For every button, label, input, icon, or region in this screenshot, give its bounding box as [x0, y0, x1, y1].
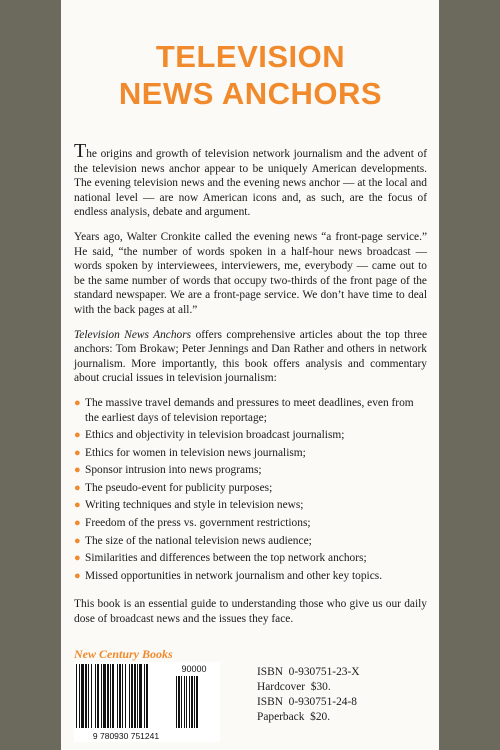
topic-item — [74, 428, 427, 443]
bullet-icon: ● — [74, 499, 81, 512]
topic-text: Ethics for women in television news journalism; — [85, 446, 306, 459]
topic-text: Missed opportunities in network journalism and other key topics. — [85, 569, 383, 582]
isbn-price-block — [257, 665, 360, 725]
barcode-addon-bar — [184, 676, 185, 728]
topic-item — [74, 498, 427, 513]
barcode-bar — [134, 664, 136, 728]
isbn-hardcover: ISBN 0-930751-23-X — [257, 666, 360, 678]
barcode-addon-bar — [196, 676, 198, 728]
price-hardcover: Hardcover $30. — [257, 681, 331, 693]
barcode-bar — [79, 664, 80, 728]
barcode-bar — [146, 664, 148, 728]
barcode-addon-bar — [178, 676, 180, 728]
barcode-addon-bar — [176, 676, 177, 728]
barcode — [74, 662, 220, 742]
barcode-bar — [122, 664, 123, 728]
topic-text: Writing techniques and style in television news; — [85, 499, 304, 512]
topic-text: Sponsor intrusion into news programs; — [85, 464, 262, 477]
barcode-addon-bar — [194, 676, 195, 728]
barcode-bar — [117, 664, 118, 728]
isbn-paperback: ISBN 0-930751-24-8 — [257, 696, 357, 708]
topic-text: The size of the national television news audience; — [85, 534, 312, 547]
barcode-bar — [112, 664, 114, 728]
title-line-2: NEWS ANCHORS — [118, 76, 383, 111]
barcode-bar — [129, 664, 130, 728]
barcode-bar — [139, 664, 142, 728]
back-cover — [61, 0, 439, 750]
topic-item — [74, 516, 427, 531]
topic-item — [74, 396, 427, 425]
topic-item — [74, 481, 427, 496]
barcode-bar — [131, 664, 133, 728]
bullet-icon: ● — [74, 534, 81, 547]
intro-text: he origins and growth of television network journalism and the advent of the television news anchor appear to be uniquely American developments. The evening television news and the evening news anchor — at the local and national level — are now American icons and, as such, are the focus of endless analysis, debate and argument. — [74, 148, 427, 219]
barcode-bar — [144, 664, 145, 728]
topic-text: Similarities and differences between the top network anchors; — [85, 552, 367, 565]
bullet-icon: ● — [74, 446, 81, 459]
intro-paragraph — [74, 140, 427, 220]
barcode-bar — [110, 664, 111, 728]
cronkite-quote-paragraph: Years ago, Walter Cronkite called the evening news “a front-page service.” He said, “the number of words spoken in a half-hour news broadcast — words spoken by interviewees, interviewers, me, everybody — came out to be the same number of words that occupy two-thirds of the front page of the standard newspaper. We are a front-page service. We don’t have time to deal with the back pages at all.” — [74, 230, 427, 316]
barcode-bar — [76, 664, 77, 728]
title-line-1: TELEVISION — [155, 39, 346, 74]
barcode-bar — [91, 664, 92, 728]
barcode-addon-bar — [191, 676, 193, 728]
barcode-bar — [125, 664, 126, 728]
bullet-icon: ● — [74, 552, 81, 565]
barcode-bar — [137, 664, 138, 728]
barcode-bar — [101, 664, 102, 728]
barcode-bar — [95, 664, 96, 728]
barcode-bar — [97, 664, 99, 728]
book-title-italic: Television News Anchors — [74, 328, 192, 341]
price-paperback: Paperback $20. — [257, 711, 331, 723]
overview-paragraph — [74, 328, 427, 386]
book-title — [74, 38, 427, 112]
topic-text: Freedom of the press vs. government restrictions; — [85, 517, 311, 530]
barcode-bar — [81, 664, 84, 728]
topic-text: The massive travel demands and pressures to meet deadlines, even from the earliest days of television reportage; — [85, 396, 414, 424]
topic-item — [74, 534, 427, 549]
topic-item — [74, 446, 427, 461]
barcode-number: 9 780930 751241 — [92, 731, 160, 741]
topic-text: The pseudo-event for publicity purposes; — [85, 481, 273, 494]
bullet-icon: ● — [74, 517, 81, 530]
barcode-bar — [119, 664, 121, 728]
topic-item — [74, 463, 427, 478]
barcode-bar — [103, 664, 106, 728]
barcode-bar — [107, 664, 109, 728]
barcode-addon-bar — [186, 676, 187, 728]
closing-paragraph: This book is an essential guide to understanding those who give us our daily dose of broadcast news and the issues they face. — [74, 598, 427, 626]
overview-text: offers comprehensive articles about the top three anchors: Tom Brokaw; Peter Jennings and Dan Rather and others in network journalism. More importantly, this book offers analysis and commentary about crucial issues in television journalism: — [74, 328, 427, 385]
bullet-icon: ● — [74, 481, 81, 494]
barcode-price-code: 90000 — [181, 664, 207, 674]
bullet-icon: ● — [74, 464, 81, 477]
topic-text: Ethics and objectivity in television broadcast journalism; — [85, 429, 345, 442]
drop-cap: T — [74, 140, 87, 162]
barcode-bar — [88, 664, 89, 728]
barcode-addon-bar — [189, 676, 190, 728]
bullet-icon: ● — [74, 569, 81, 582]
publisher-name: New Century Books — [74, 647, 173, 661]
topic-item — [74, 551, 427, 566]
bullet-icon: ● — [74, 429, 81, 442]
topic-item — [74, 569, 427, 584]
topic-list — [74, 396, 427, 584]
bullet-icon: ● — [74, 396, 81, 409]
barcode-addon-bar — [181, 676, 182, 728]
barcode-bar — [85, 664, 87, 728]
